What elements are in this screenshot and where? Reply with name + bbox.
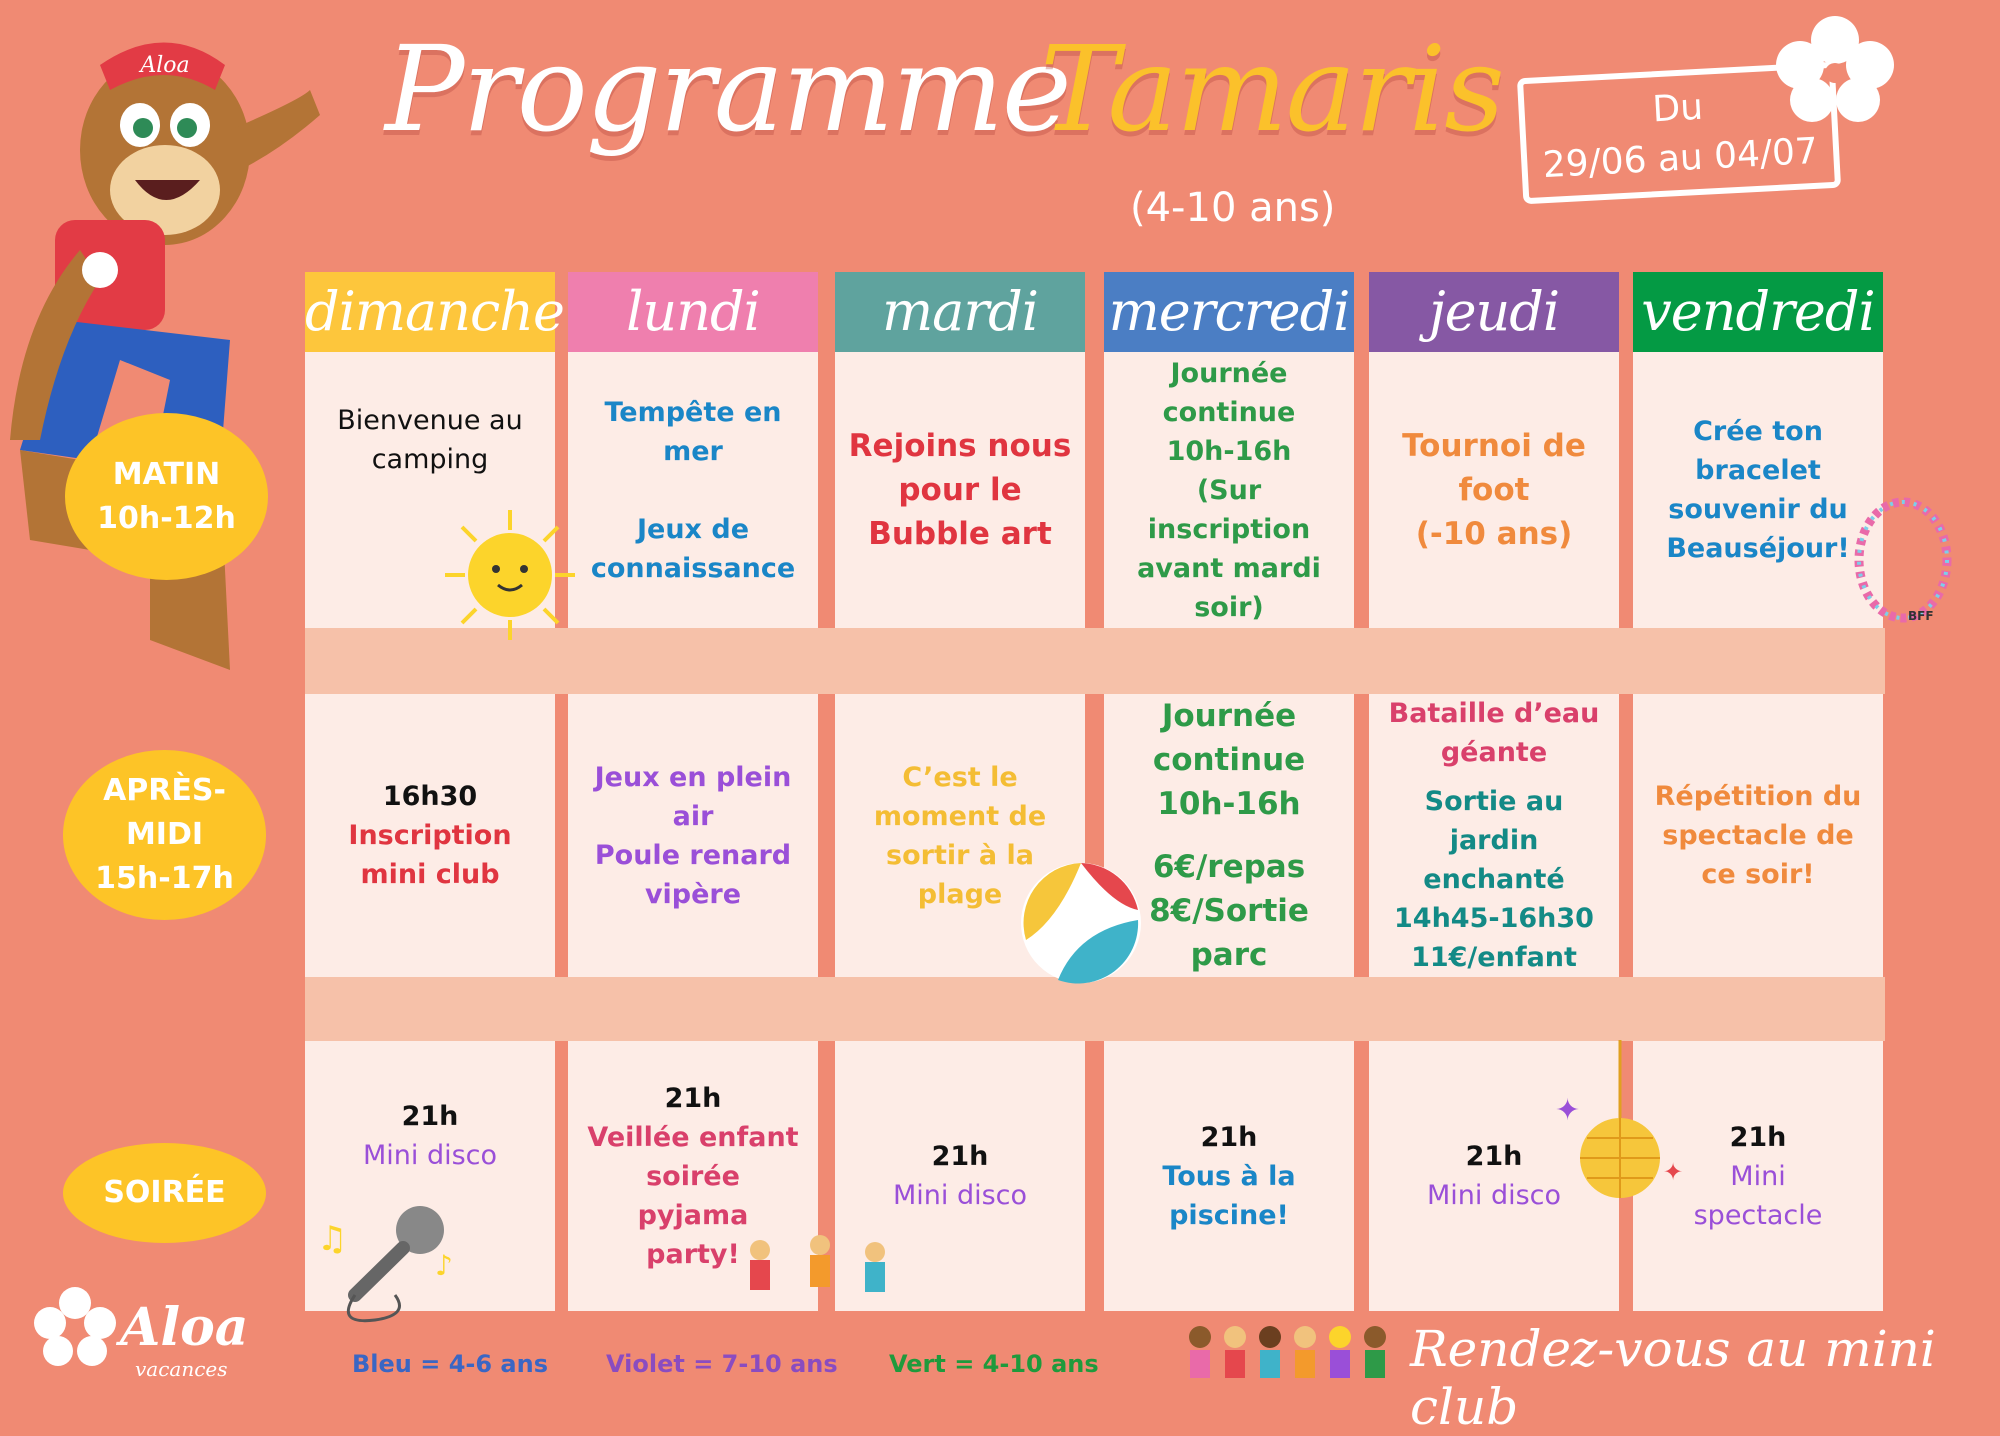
header-mardi: mardi bbox=[835, 272, 1085, 352]
hibiscus-icon bbox=[1770, 15, 1900, 125]
cell-apresmidi-jeudi bbox=[1369, 694, 1619, 977]
text-line: enchanté bbox=[1423, 864, 1565, 895]
text-line: 6€/repas bbox=[1152, 849, 1306, 885]
text-line: soir) bbox=[1194, 591, 1264, 623]
text-line: pour le bbox=[898, 472, 1022, 508]
music-note-icon: ♪ bbox=[435, 1249, 453, 1282]
text-line: Répétition du bbox=[1654, 781, 1862, 812]
mascot-cap-text: Aloa bbox=[140, 53, 190, 78]
separator-band-2 bbox=[305, 977, 1885, 1041]
slot-label: MATIN bbox=[112, 456, 221, 492]
text-line: Poule renard bbox=[594, 839, 792, 871]
text-line: Beauséjour! bbox=[1666, 533, 1850, 564]
cell-apresmidi-lundi bbox=[568, 694, 818, 977]
text-line: 10h-16h bbox=[1157, 786, 1301, 822]
text-line: foot bbox=[1458, 472, 1530, 508]
text-line: Mini disco bbox=[362, 1140, 498, 1171]
text-line: spectacle de bbox=[1662, 820, 1854, 851]
cell-matin-vendredi bbox=[1633, 352, 1883, 628]
header-dimanche: dimanche bbox=[305, 272, 555, 352]
text-line: 16h30 bbox=[382, 781, 478, 812]
bracelet-icon bbox=[1848, 490, 1958, 630]
slot-label: SOIRÉE bbox=[103, 1175, 226, 1210]
dancing-kids-illustration bbox=[735, 1230, 905, 1320]
text-line: spectacle bbox=[1693, 1199, 1823, 1231]
slot-label: APRÈS- bbox=[103, 773, 226, 808]
text-line: C’est le bbox=[902, 761, 1018, 793]
disco-ball-icon bbox=[1555, 1040, 1685, 1220]
text-line: Tempête en bbox=[604, 396, 782, 428]
slot-time: 10h-12h bbox=[97, 500, 236, 536]
text-line: moment de bbox=[873, 800, 1047, 832]
text-line: air bbox=[672, 800, 714, 832]
slot-soiree bbox=[63, 1143, 266, 1243]
cell-matin-mardi bbox=[835, 352, 1085, 628]
text-line: pyjama bbox=[637, 1199, 749, 1231]
text-line: vipère bbox=[644, 878, 742, 910]
text-line: continue bbox=[1162, 396, 1296, 428]
bracelet-text: BFF bbox=[1908, 609, 1934, 623]
text-line: 11€/enfant bbox=[1411, 942, 1577, 973]
text-line: Bienvenue au bbox=[337, 405, 523, 436]
hibiscus-icon bbox=[30, 1285, 120, 1375]
text-line: mini club bbox=[360, 859, 500, 890]
signoff-text: Rendez-vous au mini club bbox=[1410, 1320, 1936, 1436]
text-line: avant mardi bbox=[1137, 552, 1321, 584]
text-line: Mini bbox=[1730, 1160, 1786, 1192]
text-line: (Sur inscription bbox=[1147, 474, 1311, 545]
cell-apresmidi-vendredi bbox=[1633, 694, 1883, 977]
legend-vert: Vert = 4-10 ans bbox=[889, 1350, 1099, 1378]
header-lundi: lundi bbox=[568, 272, 818, 352]
text-line: 21h bbox=[1200, 1121, 1258, 1153]
text-line: Sortie au jardin bbox=[1424, 786, 1564, 856]
text-line: géante bbox=[1440, 737, 1548, 768]
text-line: Tous à la bbox=[1162, 1160, 1296, 1192]
logo-text: Aloa bbox=[120, 1297, 249, 1358]
text-line: 8€/Sortie parc bbox=[1149, 893, 1309, 973]
text-line: piscine! bbox=[1169, 1199, 1289, 1231]
text-line: Journée bbox=[1170, 357, 1288, 389]
text-line: party! bbox=[646, 1238, 740, 1270]
cell-apresmidi-dimanche bbox=[305, 694, 555, 977]
text-line: continue bbox=[1152, 742, 1306, 778]
text-line: Veillée enfant bbox=[587, 1121, 799, 1153]
text-line: Crée ton bbox=[1693, 416, 1823, 447]
text-line: connaissance bbox=[590, 552, 796, 584]
text-line: Jeux en plein bbox=[594, 761, 792, 793]
text-line: bracelet bbox=[1695, 455, 1821, 486]
text-line: souvenir du bbox=[1668, 494, 1848, 525]
header-mercredi: mercredi bbox=[1104, 272, 1354, 352]
sparkle-icon: ✦ bbox=[1555, 1093, 1581, 1128]
aloa-logo bbox=[30, 1285, 260, 1395]
beach-ball-icon bbox=[1018, 860, 1144, 986]
header-vendredi: vendredi bbox=[1633, 272, 1883, 352]
legend-violet: Violet = 7-10 ans bbox=[606, 1350, 838, 1378]
kids-group-illustration bbox=[1185, 1322, 1400, 1402]
text-line: 21h bbox=[664, 1082, 722, 1114]
text-line: ce soir! bbox=[1701, 859, 1815, 890]
cell-matin-lundi bbox=[568, 352, 818, 628]
text-line: Journée bbox=[1161, 698, 1297, 734]
microphone-icon bbox=[315, 1200, 465, 1330]
text-line: mer bbox=[663, 435, 723, 467]
text-line: Mini disco bbox=[892, 1180, 1028, 1211]
text-line: Mini disco bbox=[1426, 1180, 1562, 1211]
title-programme: Programme bbox=[385, 20, 1070, 158]
legend-bleu: Bleu = 4-6 ans bbox=[352, 1350, 548, 1378]
cell-matin-mercredi bbox=[1104, 352, 1354, 628]
text-line: Bataille d’eau bbox=[1388, 698, 1600, 729]
subtitle-age: (4-10 ans) bbox=[1130, 185, 1336, 231]
slot-time: 15h-17h bbox=[95, 861, 234, 896]
sun-icon bbox=[440, 505, 580, 645]
text-line: Inscription bbox=[348, 820, 512, 851]
text-line: (-10 ans) bbox=[1415, 516, 1573, 552]
title-tamaris: Tamaris bbox=[1040, 20, 1503, 158]
text-line: 21h bbox=[401, 1101, 459, 1132]
cell-soiree-mercredi bbox=[1104, 1041, 1354, 1311]
header-jeudi: jeudi bbox=[1369, 272, 1619, 352]
text-line: sortir à la bbox=[886, 839, 1034, 871]
text-line: Tournoi de bbox=[1402, 428, 1586, 464]
text-line: Rejoins nous bbox=[848, 428, 1072, 464]
text-line: 14h45-16h30 bbox=[1394, 903, 1594, 934]
text-line: Bubble art bbox=[868, 516, 1052, 552]
text-line: 21h bbox=[1729, 1121, 1787, 1153]
text-line: Jeux de bbox=[636, 513, 750, 545]
text-line: 10h-16h bbox=[1166, 435, 1292, 467]
music-note-icon: ♫ bbox=[317, 1219, 348, 1259]
text-line: soirée bbox=[646, 1160, 740, 1192]
cell-matin-jeudi bbox=[1369, 352, 1619, 628]
sparkle-icon: ✦ bbox=[1663, 1158, 1684, 1186]
slot-matin bbox=[65, 413, 268, 580]
logo-subtext: vacances bbox=[135, 1357, 228, 1381]
slot-apres-midi bbox=[63, 750, 266, 920]
date-line2: 29/06 au 04/07 bbox=[1541, 130, 1819, 187]
text-line: 21h bbox=[931, 1141, 989, 1172]
date-line1: Du bbox=[1651, 86, 1705, 131]
slot-label: MIDI bbox=[125, 817, 204, 852]
text-line: plage bbox=[917, 878, 1003, 910]
text-line: camping bbox=[371, 444, 489, 475]
text-line: 21h bbox=[1465, 1141, 1523, 1172]
